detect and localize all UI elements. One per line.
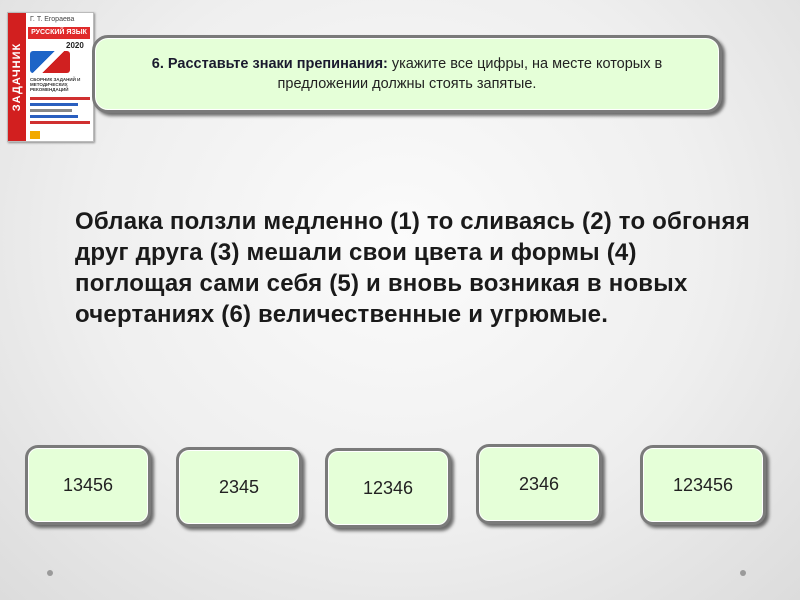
task-instruction-box: [92, 35, 722, 113]
task-description: укажите все цифры, на месте которых в предложении должны стоять запятые.: [277, 56, 663, 92]
task-sentence: Облака ползли медленно (1) то сливаясь (2) то обгоняя друг друга (3) мешали свои цвета и формы (4) поглощая сами себя (5) и вновь возникая в новых очертаниях (6) величественные и угрюмые.: [75, 208, 750, 328]
answer-option-2[interactable]: 2345: [176, 447, 302, 527]
answer-option-5[interactable]: 123456: [640, 445, 766, 525]
answer-option-3[interactable]: 12346: [325, 448, 451, 528]
book-subject: РУССКИЙ ЯЗЫК: [28, 27, 90, 39]
book-badge-icon: [30, 131, 40, 139]
corner-dot: [47, 570, 53, 576]
book-description: СБОРНИК ЗАДАНИЙ И МЕТОДИЧЕСКИХ РЕКОМЕНДАЦИЙ: [30, 77, 81, 92]
book-author: Г. Т. Егораева: [30, 16, 75, 23]
textbook-cover: [7, 12, 94, 142]
book-spine-label: ЗАДАЧНИК: [11, 42, 24, 112]
ege-logo-icon: [30, 51, 70, 73]
book-spine: [8, 13, 26, 141]
book-decoration: [30, 97, 90, 127]
book-year: 2020: [66, 41, 84, 50]
answer-option-1[interactable]: 13456: [25, 445, 151, 525]
task-title: Расставьте знаки препинания:: [167, 56, 388, 72]
task-number: 6.: [151, 56, 164, 72]
task-text: [107, 54, 707, 94]
corner-dot: [740, 570, 746, 576]
answer-option-4[interactable]: 2346: [476, 444, 602, 524]
